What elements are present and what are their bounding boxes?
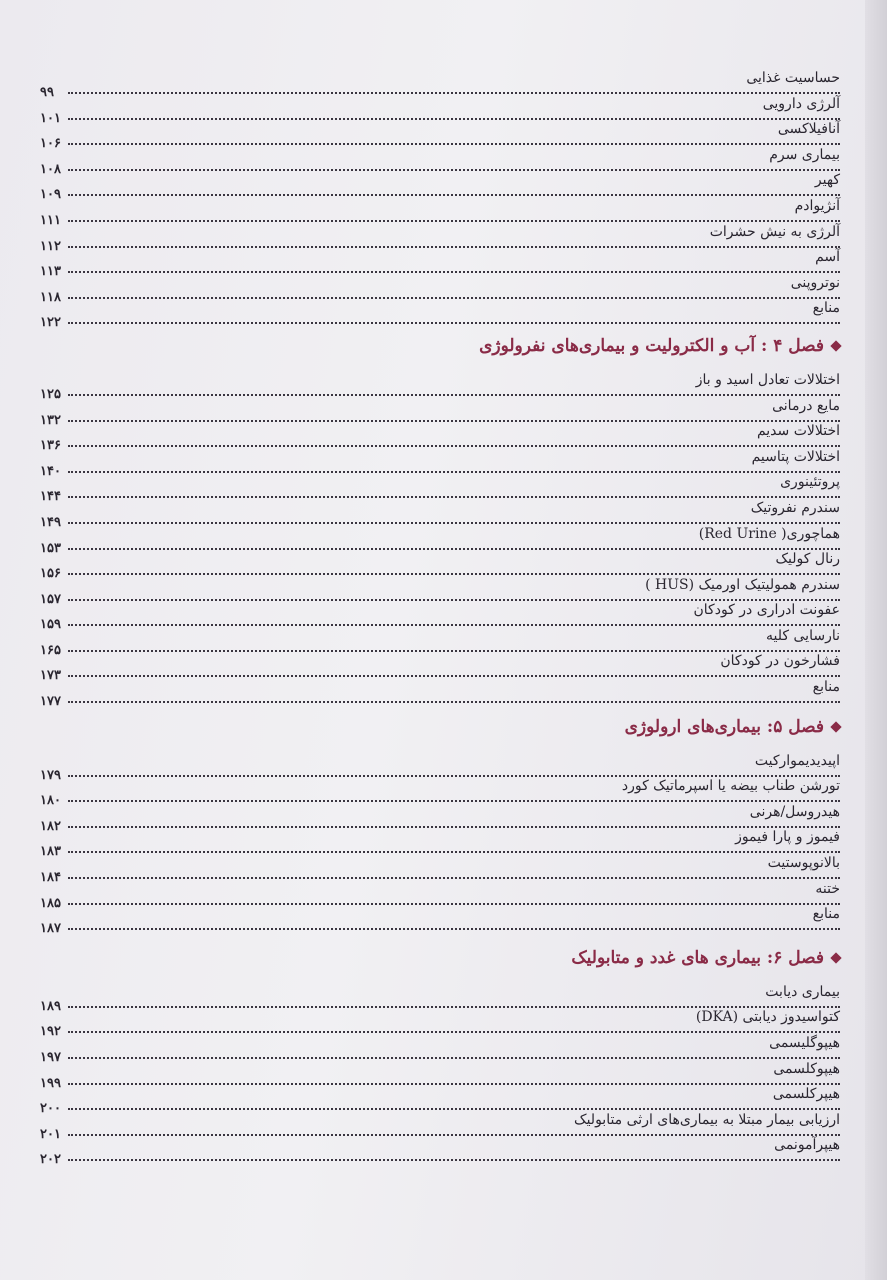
toc-entry[interactable] xyxy=(40,853,840,886)
toc-entry-title: سندرم نفروتیک xyxy=(750,499,840,516)
toc-entry[interactable] xyxy=(40,776,840,809)
toc-entry[interactable] xyxy=(40,498,840,530)
toc-entry[interactable] xyxy=(40,447,840,479)
toc-page-number: ۱۵۹ xyxy=(40,617,61,633)
toc-page-number: ۱۸۹ xyxy=(40,998,61,1014)
toc-page-number: ۱۱۱ xyxy=(40,212,61,228)
toc-page-number: ۱۴۹ xyxy=(40,514,61,530)
diamond-bullet-icon xyxy=(830,953,841,964)
toc-entry[interactable] xyxy=(40,1135,840,1168)
toc-entry-title: هیپرآمونمی xyxy=(774,1137,840,1154)
toc-section xyxy=(40,68,840,331)
toc-section xyxy=(40,947,840,1168)
toc-entry[interactable] xyxy=(40,982,840,1014)
toc-entry-title: اختلالات پتاسیم xyxy=(751,448,840,465)
toc-page-number: ۱۸۵ xyxy=(40,895,61,911)
toc-page-number: ۱۸۳ xyxy=(40,844,61,860)
chapter-heading xyxy=(40,717,840,751)
toc-entry-title: آنژیوادم xyxy=(794,197,840,214)
toc-entry[interactable] xyxy=(40,247,840,280)
toc-page-number: ۱۸۷ xyxy=(40,921,61,937)
toc-page-number: ۱۷۳ xyxy=(40,668,61,684)
toc-entry[interactable] xyxy=(40,600,840,633)
toc-page-number: ۱۸۲ xyxy=(40,818,61,834)
toc-entry[interactable] xyxy=(40,145,840,177)
toc-entry[interactable] xyxy=(40,298,840,331)
toc-entry[interactable] xyxy=(40,1059,840,1091)
toc-page-number: ۱۰۹ xyxy=(40,187,61,203)
toc-entry[interactable] xyxy=(40,802,840,834)
toc-entry-title: آلرژی به نیش حشرات xyxy=(709,223,840,240)
toc-entry-title: اختلالات سدیم xyxy=(756,423,840,440)
toc-entry[interactable] xyxy=(40,651,840,684)
toc-page-number: ۲۰۱ xyxy=(40,1126,61,1142)
toc-page-number: ۱۳۶ xyxy=(40,438,61,454)
toc-entry[interactable] xyxy=(40,472,840,505)
toc-entry-title: رنال کولیک xyxy=(775,551,840,568)
toc-page-number: ۱۷۷ xyxy=(40,694,61,710)
toc-entry[interactable] xyxy=(40,370,840,402)
toc-page-number: ۱۷۹ xyxy=(40,767,61,783)
dot-leader xyxy=(68,1159,840,1161)
toc-entry-title: هماچوری( Red Urine) xyxy=(698,525,840,542)
chapter-heading xyxy=(40,948,840,982)
toc-section xyxy=(40,335,840,710)
toc-page-number: ۱۵۷ xyxy=(40,591,61,607)
toc-entry-title: بیماری سرم xyxy=(769,146,840,163)
toc-entry-title: منابع xyxy=(812,906,840,923)
toc-entry[interactable] xyxy=(40,1033,840,1065)
toc-entry-title: حساسیت غذایی xyxy=(746,70,840,86)
toc-entry[interactable] xyxy=(40,396,840,428)
toc-entry-title: آسم xyxy=(815,249,840,266)
toc-entry-title: فیموز و پارا فیموز xyxy=(735,829,840,846)
toc-entry-title: پروتئینوری xyxy=(780,474,840,491)
toc-entry[interactable] xyxy=(40,170,840,203)
toc-entry[interactable] xyxy=(40,94,840,126)
chapter-heading xyxy=(40,336,840,370)
toc-entry[interactable] xyxy=(40,524,840,556)
toc-page-number: ۱۳۲ xyxy=(40,412,61,428)
page-edge xyxy=(865,0,887,1280)
dot-leader xyxy=(68,701,840,703)
dot-leader xyxy=(68,928,840,930)
toc-page-number: ۱۴۰ xyxy=(40,463,61,479)
toc-entry[interactable] xyxy=(40,904,840,937)
toc-entry-title: آلرژی دارویی xyxy=(762,95,840,112)
toc-entry[interactable] xyxy=(40,549,840,582)
toc-entry-title: نوتروپنی xyxy=(790,274,840,291)
toc-entry[interactable] xyxy=(40,1084,840,1117)
toc-page-number: ۱۱۲ xyxy=(40,238,61,254)
toc-page-number: ۱۸۴ xyxy=(40,870,61,886)
toc-entry[interactable] xyxy=(40,196,840,228)
toc-page-number: ۱۴۴ xyxy=(40,489,61,505)
toc-entry[interactable] xyxy=(40,68,840,100)
toc-entry-title: عفونت ادراری در کودکان xyxy=(693,602,840,619)
toc-entry[interactable] xyxy=(40,222,840,254)
toc-page-number: ۱۹۷ xyxy=(40,1050,61,1065)
toc-entry-title: بالانوپوستیت xyxy=(767,855,840,872)
toc-entry-title: هیپرکلسمی xyxy=(772,1086,840,1103)
toc-entry[interactable] xyxy=(40,421,840,454)
toc-page-number: ۱۲۲ xyxy=(40,315,61,331)
toc-entry-title: هیپوکلسمی xyxy=(773,1060,840,1077)
toc-entry-title: نارسایی کلیه xyxy=(766,627,840,644)
toc-page-number: ۱۰۶ xyxy=(40,136,61,152)
diamond-bullet-icon xyxy=(830,721,841,732)
toc-page-number: ۱۵۶ xyxy=(40,566,61,582)
toc-page-number: ۱۰۸ xyxy=(40,161,61,177)
toc-entry-title: منابع xyxy=(812,679,840,696)
toc-page-number: ۹۹ xyxy=(40,85,54,100)
toc-entry[interactable] xyxy=(40,575,840,607)
toc-entry[interactable] xyxy=(40,677,840,710)
toc-entry-title: تورشن طناب بیضه یا اسپرماتیک کورد xyxy=(621,778,840,795)
toc-page-number: ۱۱۳ xyxy=(40,264,61,280)
toc-entry-title: ارزیابی بیمار مبتلا به بیماری‌های ارثی متابولیک xyxy=(574,1111,840,1128)
toc-entry-title: هیپوگلیسمی xyxy=(769,1035,840,1051)
toc-page-number: ۱۰۱ xyxy=(40,110,61,126)
toc-page-number: ۱۲۵ xyxy=(40,386,61,402)
toc-entry[interactable] xyxy=(40,879,840,911)
chapter-heading-text: فصل ۴ : آب و الکترولیت و بیماری‌های نفرولوژی xyxy=(479,335,824,356)
dot-leader xyxy=(68,322,840,324)
toc-entry[interactable] xyxy=(40,1110,840,1142)
chapter-heading-text: فصل ۵: بیماری‌های ارولوژی xyxy=(624,716,824,737)
toc-entry-title: آنافیلاکسی xyxy=(777,121,840,138)
chapter-heading-text: فصل ۶: بیماری های غدد و متابولیک xyxy=(571,947,824,968)
toc-entry-title: کهیر xyxy=(814,172,840,189)
toc-page-number: ۱۹۲ xyxy=(40,1024,61,1040)
toc-page-number: ۲۰۰ xyxy=(40,1101,61,1117)
toc-page-number: ۱۸۰ xyxy=(40,793,61,809)
toc-entry-title: اپیدیدیموارکیت xyxy=(754,752,840,769)
diamond-bullet-icon xyxy=(830,341,841,352)
toc-entry-title: ختنه xyxy=(815,880,840,897)
toc-entry-title: اختلالات تعادل اسید و باز xyxy=(695,371,840,388)
toc-entry[interactable] xyxy=(40,751,840,783)
toc-entry-title: مایع درمانی xyxy=(772,397,840,414)
toc-entry[interactable] xyxy=(40,827,840,860)
toc-section xyxy=(40,716,840,937)
toc-page-number: ۱۹۹ xyxy=(40,1075,61,1091)
toc-entry-title: کتواسیدوز دیابتی (DKA) xyxy=(695,1009,840,1026)
toc-entry-title: فشارخون در کودکان xyxy=(720,653,840,670)
toc-page-number: ۱۱۸ xyxy=(40,289,61,305)
toc-page-number: ۱۶۵ xyxy=(40,642,61,658)
toc-entry[interactable] xyxy=(40,626,840,658)
toc-page-number: ۱۵۳ xyxy=(40,540,61,556)
toc-entry[interactable] xyxy=(40,1007,840,1040)
toc-page-number: ۲۰۲ xyxy=(40,1152,61,1168)
toc-entry[interactable] xyxy=(40,119,840,152)
table-of-contents xyxy=(40,68,840,1168)
toc-entry-title: هیدروسل/هرنی xyxy=(749,803,840,820)
toc-entry[interactable] xyxy=(40,273,840,305)
toc-entry-title: بیماری دیابت xyxy=(765,983,840,1000)
toc-entry-title: سندرم همولیتیک اورمیک (HUS ) xyxy=(645,576,840,593)
toc-entry-title: منابع xyxy=(812,300,840,317)
